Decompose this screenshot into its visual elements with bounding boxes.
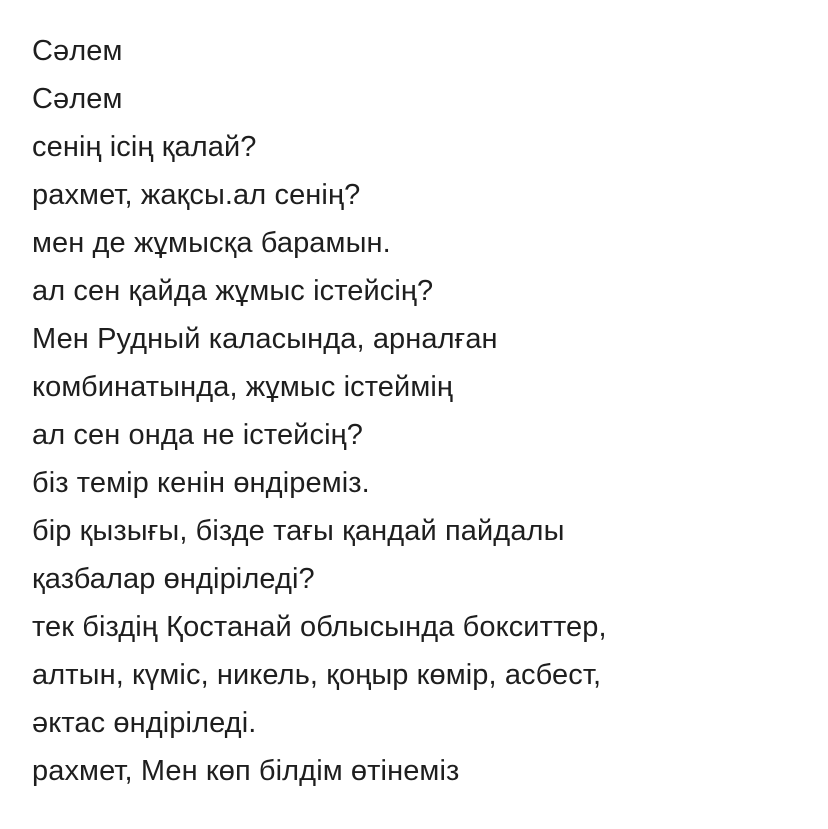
text-line: біз темір кенін өндіреміз. <box>32 467 370 499</box>
text-line: рахмет, Мен көп білдім өтінеміз <box>32 755 460 787</box>
text-line: рахмет, жақсы.ал сенің? <box>32 179 361 211</box>
text-line: алтын, күміс, никель, қоңыр көмір, асбест, <box>32 659 602 691</box>
text-line: тек біздің Қостанай облысында бокситтер, <box>32 611 607 643</box>
text-line: сенің ісің қалай? <box>32 131 257 163</box>
text-line: ал сен онда не істейсің? <box>32 419 363 451</box>
text-line: Мен Рудный каласында, арналған <box>32 323 498 355</box>
text-line: қазбалар өндіріледі? <box>32 563 315 595</box>
text-line: Сәлем <box>32 83 123 115</box>
text-line: ал сен қайда жұмыс істейсің? <box>32 275 434 307</box>
text-line: мен де жұмысқа барамын. <box>32 227 391 259</box>
text-line: әктас өндіріледі. <box>32 707 257 739</box>
text-line: Сәлем <box>32 35 123 67</box>
text-line: бір қызығы, бізде тағы қандай пайдалы <box>32 515 565 547</box>
text-line: комбинатында, жұмыс істеймің <box>32 371 454 403</box>
document-text <box>32 27 812 795</box>
